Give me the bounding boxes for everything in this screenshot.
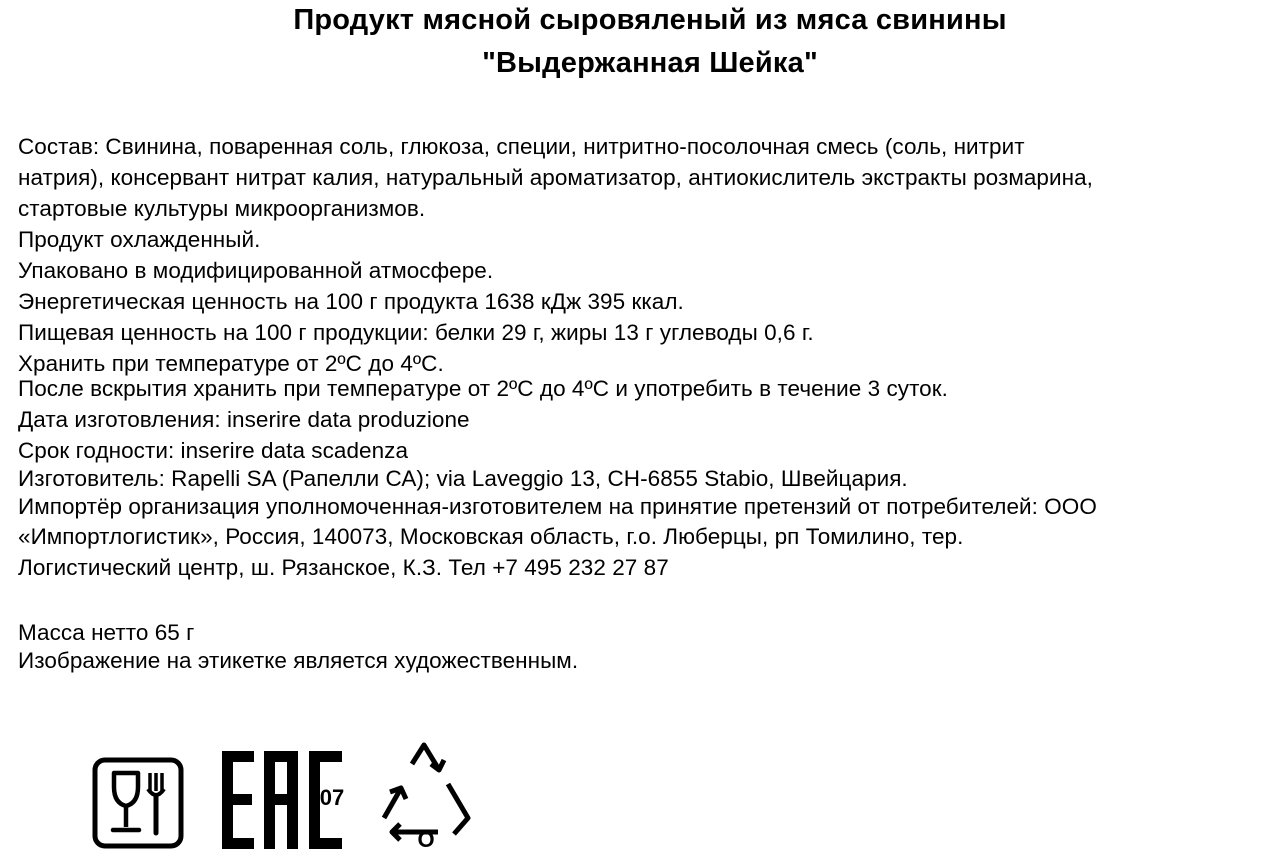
recycle-material-code: O — [417, 827, 435, 852]
composition-line-2: натрия), консервант нитрат калия, натуральный ароматизатор, антиокислитель экстракты розмарина, — [18, 165, 1093, 190]
net-weight-line: Масса нетто 65 г — [18, 620, 195, 645]
expiry-date-line: Срок годности: inserire data scadenza — [18, 438, 409, 463]
energy-value-line: Энергетическая ценность на 100 г продукта 1638 кДж 395 ккал. — [18, 289, 684, 314]
title-line-2: "Выдержанная Шейка" — [482, 47, 818, 79]
image-disclaimer-line: Изображение на этикетке является художественным. — [18, 648, 579, 673]
importer-line-2: «Импортлогистик», Россия, 140073, Московская область, г.о. Люберцы, рп Томилино, тер. — [18, 524, 964, 549]
after-opening-line: После вскрытия хранить при температуре от 2ºС до 4ºС и употребить в течение 3 суток. — [18, 376, 948, 401]
importer-line-1: Импортёр организация уполномоченная-изготовителем на принятие претензий от потребителей: ООО — [18, 494, 1097, 519]
chilled-line: Продукт охлажденный. — [18, 227, 261, 252]
importer-line-3: Логистический центр, ш. Рязанское, К.З. Тел +7 495 232 27 87 — [18, 555, 669, 580]
title-line-1: Продукт мясной сыровяленый из мяса свинины — [293, 4, 1007, 36]
nutrition-value-line: Пищевая ценность на 100 г продукции: белки 29 г, жиры 13 г углеводы 0,6 г. — [18, 320, 814, 345]
packaging-line: Упаковано в модифицированной атмосфере. — [18, 258, 494, 283]
glass-fork-icon — [92, 757, 184, 849]
composition-line-1: Состав: Свинина, поваренная соль, глюкоза, специи, нитритно-посолочная смесь (соль, нитрит — [18, 134, 1025, 159]
storage-line: Хранить при температуре от 2ºС до 4ºС. — [18, 351, 444, 376]
production-date-line: Дата изготовления: inserire data produzione — [18, 407, 470, 432]
manufacturer-line: Изготовитель: Rapelli SA (Рапелли СА); via Laveggio 13, CH-6855 Stabio, Швейцария. — [18, 466, 908, 491]
recycle-number: 07 — [319, 785, 345, 810]
composition-line-3: стартовые культуры микроорганизмов. — [18, 196, 426, 221]
